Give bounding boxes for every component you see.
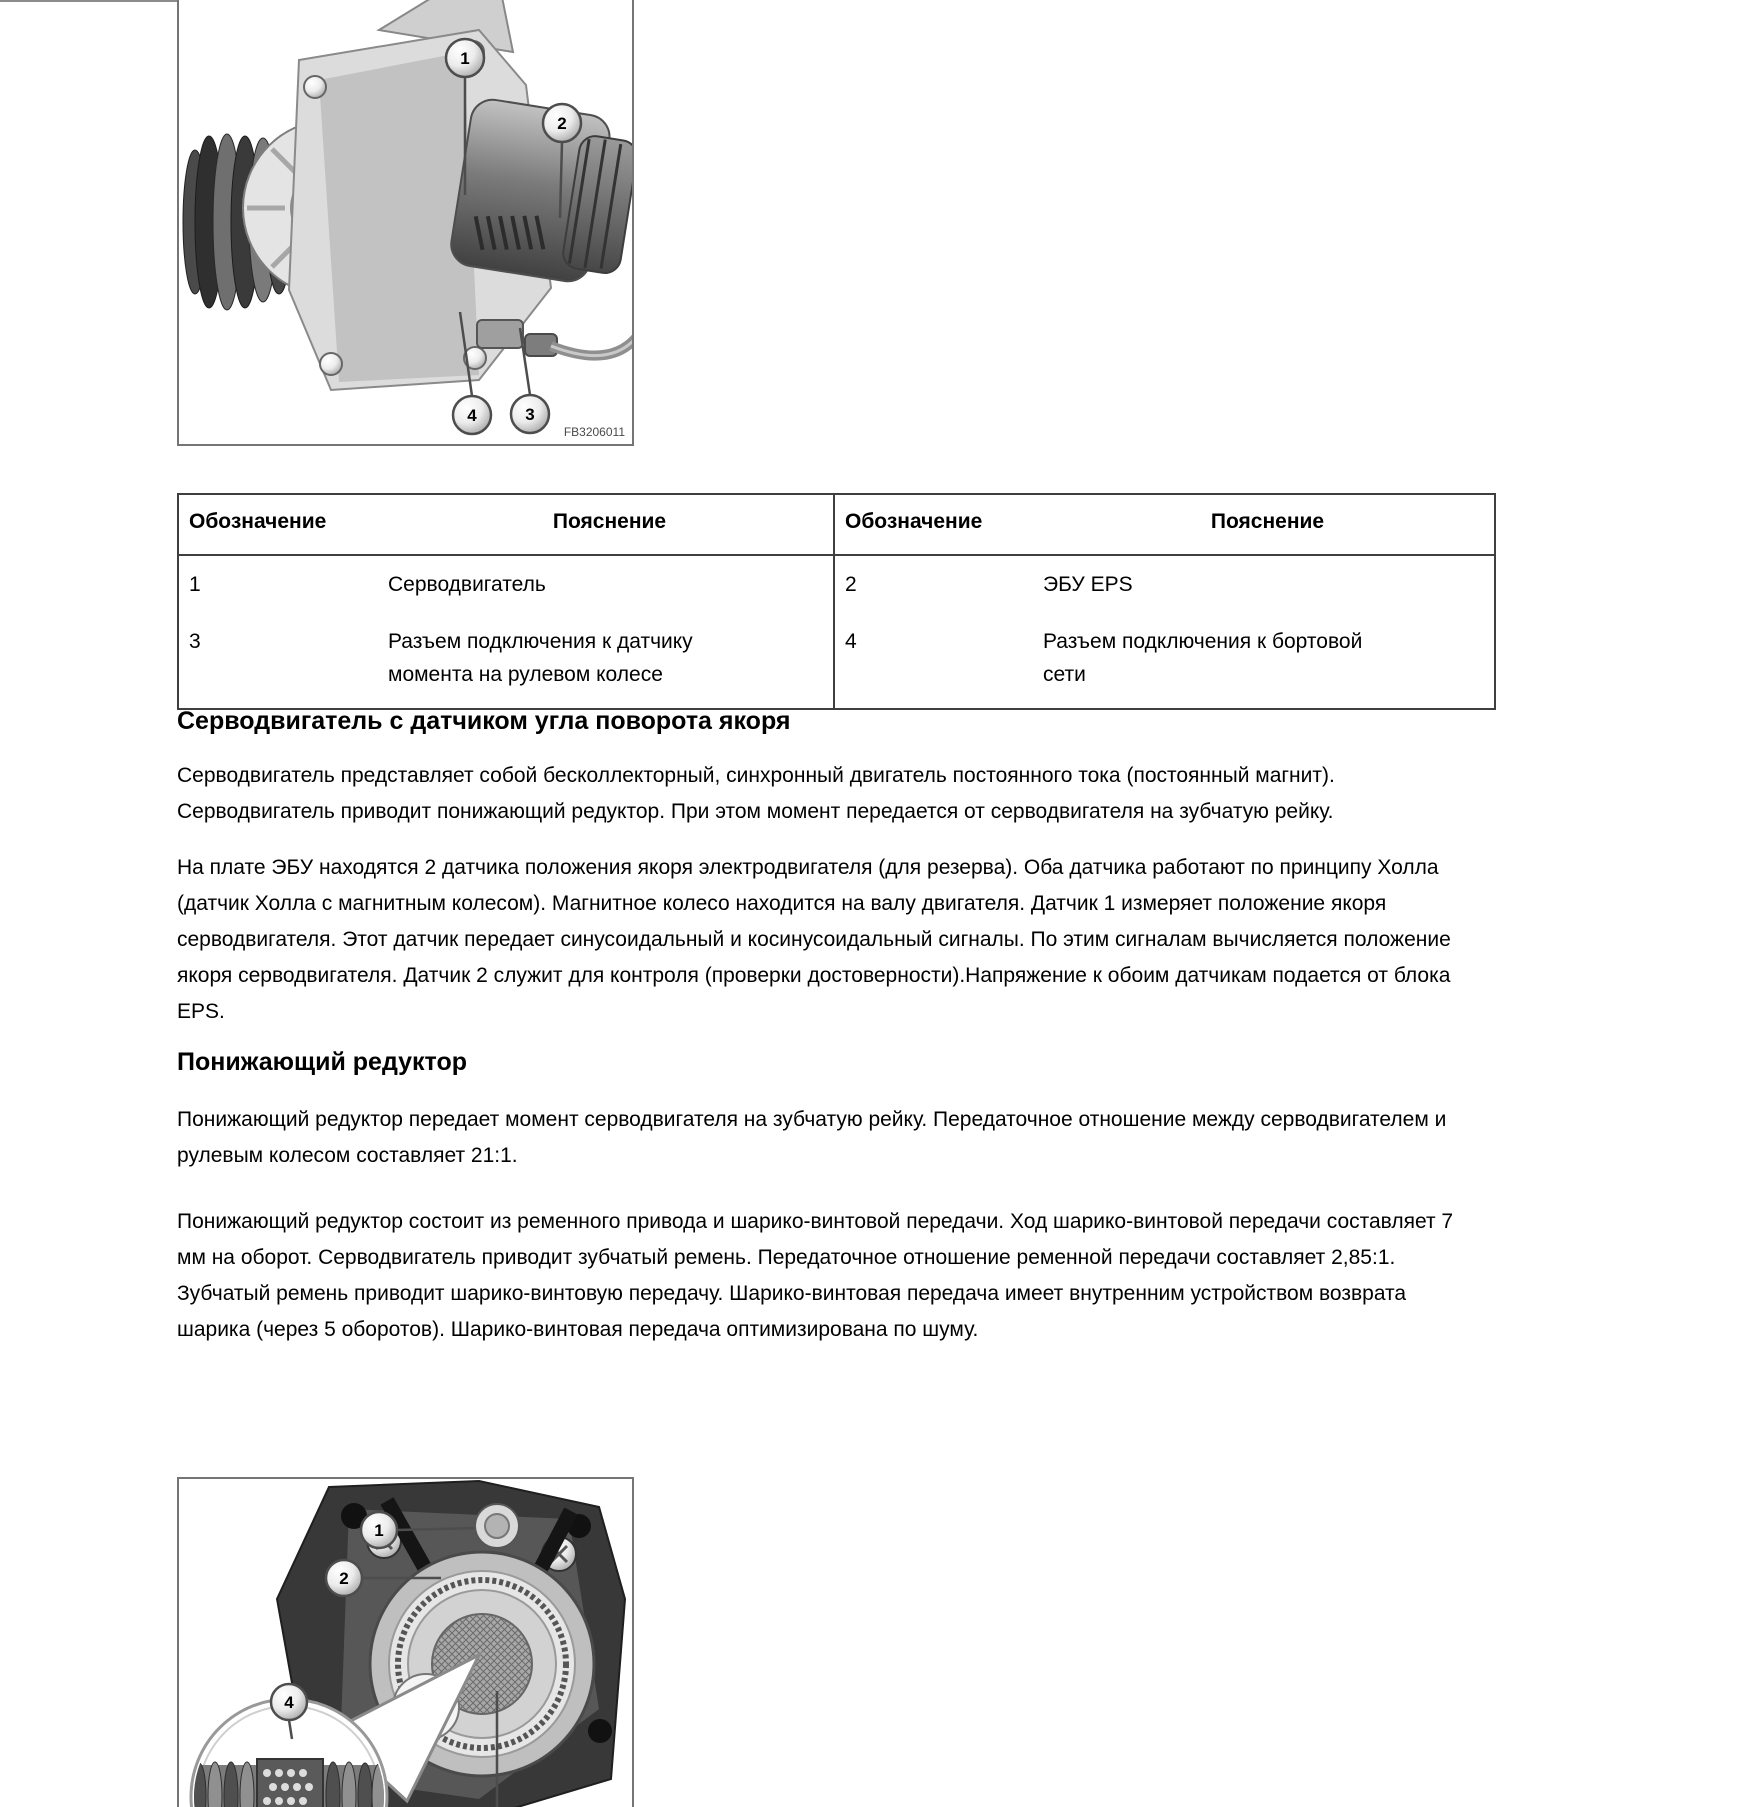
paragraph-servomotor-1: Серводвигатель представляет собой бесколлекторный, синхронный двигатель постоянного тока (постоянный магнит). Серводвигатель приводит понижающий редуктор. При этом момент передается от серводвигателя на зубчатую рейку. — [177, 764, 1335, 823]
section-heading-reduction-gear: Понижающий редуктор — [177, 1048, 467, 1076]
ball-screw-detail — [179, 1759, 409, 1807]
item-4-desc: Разъем подключения к бортовой сети — [1043, 630, 1363, 686]
item-3-desc: Разъем подключения к датчику момента на рулевом колесе — [388, 630, 693, 686]
callout-3-label: 3 — [525, 405, 535, 424]
paragraph-reduction-gear-2: Понижающий редуктор состоит из ременного привода и шарико-винтовой передачи. Ход шарико-винтовой передачи составляет 7 мм на оборот. Серводвигатель приводит зубчатый ремень. Передаточное отношение ременной передачи составляет 2,85:1. Зубчатый ремень приводит шарико-винтовую передачу. Шарико-винтовая передача имеет внутренним устройством возврата шарика (через 5 оборотов). Шарико-винтовая передача оптимизирована по шуму. — [177, 1210, 1454, 1341]
legend-row-1 — [178, 555, 1495, 613]
item-1-desc: Серводвигатель — [388, 573, 546, 596]
top-edge-line — [0, 0, 179, 2]
motor-cylinder-drawing — [448, 97, 632, 290]
figure-code: FB3206011 — [563, 425, 625, 439]
header-explanation-1: Пояснение — [386, 494, 834, 555]
item-3-id: 3 — [189, 630, 201, 653]
body-text — [177, 693, 1479, 1348]
callout-1-label: 1 — [374, 1521, 384, 1540]
legend-table — [177, 493, 1496, 710]
callout-4-label: 4 — [467, 406, 477, 425]
callout-2-label: 2 — [339, 1569, 349, 1588]
paragraph-servomotor-2: На плате ЭБУ находятся 2 датчика положения якоря электродвигателя (для резерва). Оба датчика работают по принципу Холла (датчик Холла с магнитным колесом). Магнитное колесо находится на валу двигателя. Датчик 1 измеряет положение якоря серводвигателя. Этот датчик передает синусоидальный и косинусоидальный сигналы. По этим сигналам вычисляется положение якоря серводвигателя. Датчик 2 служит для контроля (проверки достоверности).Напряжение к обоим датчикам подается от блока EPS. — [177, 856, 1451, 1023]
header-explanation-2: Пояснение — [1041, 494, 1495, 555]
section-heading-servomotor: Серводвигатель с датчиком угла поворота якоря — [177, 707, 791, 735]
reduction-gear-illustration — [179, 1479, 632, 1807]
item-2-desc: ЭБУ EPS — [1043, 573, 1133, 596]
item-2-id: 2 — [834, 555, 1041, 613]
figure-reduction-gear — [177, 1477, 634, 1807]
legend-header-row — [178, 494, 1495, 555]
header-designation-1: Обозначение — [178, 494, 386, 555]
item-4-id: 4 — [834, 613, 1041, 709]
paragraph-reduction-gear-1: Понижающий редуктор передает момент серводвигателя на зубчатую рейку. Передаточное отношение между серводвигателем и рулевым колесом составляет 21:1. — [177, 1108, 1447, 1167]
item-1-id: 1 — [189, 573, 201, 596]
callout-1-label: 1 — [460, 49, 470, 68]
callout-2-label: 2 — [557, 114, 567, 133]
header-designation-2: Обозначение — [834, 494, 1041, 555]
figure-servo-unit — [177, 0, 634, 446]
servo-unit-illustration — [179, 0, 632, 442]
callout-4-label: 4 — [284, 1693, 294, 1712]
